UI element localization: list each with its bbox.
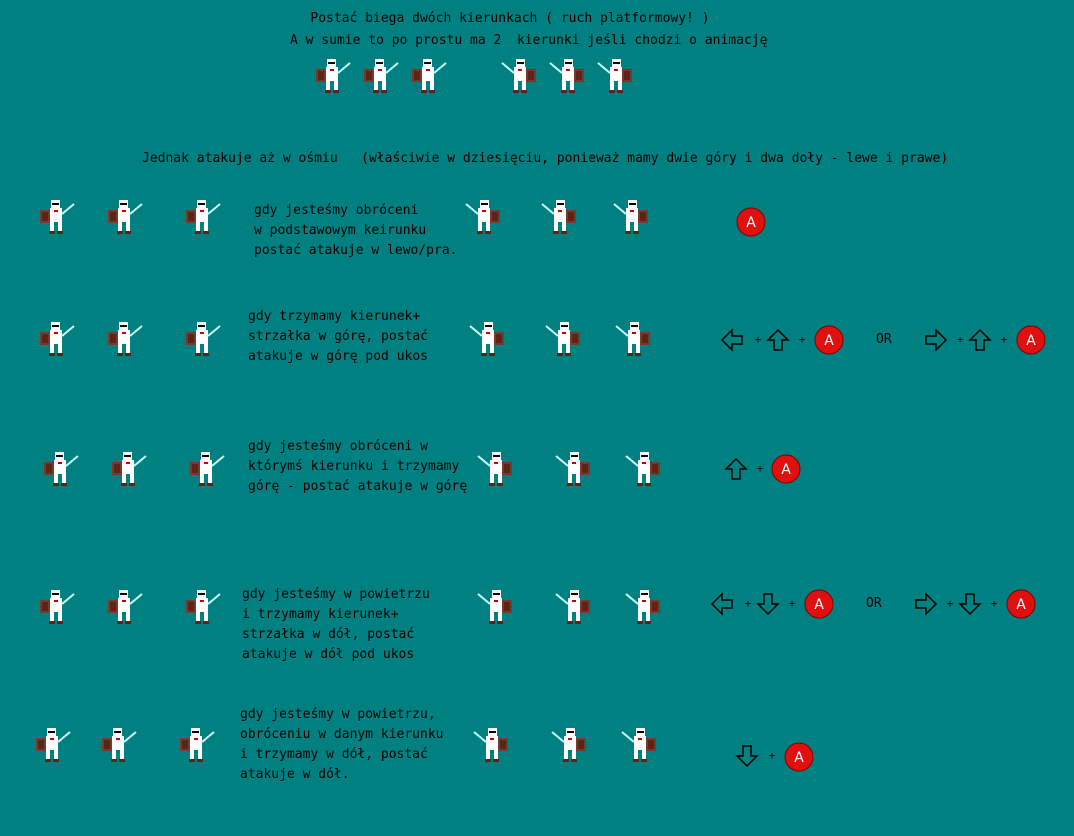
row2-desc-3: atakuje w górę pod ukos (248, 349, 429, 364)
or-label: OR (876, 332, 892, 347)
attack-sprite-row5-r2 (550, 724, 590, 764)
attack-sprite-row1-l1 (36, 196, 76, 236)
attack-sprite-row4-r2 (554, 586, 594, 626)
row3-desc-3: górę - postać atakuje w górę (248, 479, 468, 494)
run-sprite-left-1 (312, 55, 352, 95)
attack-sprite-row3-l1 (40, 448, 80, 488)
attack-sprite-row2-r3 (614, 318, 654, 358)
attack-sprite-row4-r1 (476, 586, 516, 626)
attack-sprite-row1-r2 (540, 196, 580, 236)
row4-desc-1: gdy jesteśmy w powietrzu (242, 587, 430, 602)
right-arrow-icon (914, 592, 938, 616)
or-label: OR (866, 596, 882, 611)
row4-desc-3: strzałka w dół, postać (242, 627, 415, 642)
plus-sign: + (990, 597, 998, 610)
attack-sprite-row2-l2 (104, 318, 144, 358)
a-button-icon (735, 206, 767, 238)
left-arrow-icon (720, 328, 744, 352)
plus-sign: + (768, 749, 776, 762)
row3-desc-1: gdy jesteśmy obróceni w (248, 439, 429, 454)
row5-desc-3: i trzymamy w dół, postać (240, 747, 428, 762)
row2-desc-1: gdy trzymamy kierunek+ (248, 309, 421, 324)
attack-sprite-row3-r1 (476, 448, 516, 488)
row1-desc-1: gdy jesteśmy obróceni (254, 203, 419, 218)
attack-sprite-row3-r2 (554, 448, 594, 488)
up-arrow-icon (766, 328, 790, 352)
attack-sprite-row1-l2 (104, 196, 144, 236)
run-sprite-left-3 (408, 55, 448, 95)
row4-desc-4: atakuje w dół pod ukos (242, 647, 415, 662)
attack-sprite-row4-r3 (624, 586, 664, 626)
attack-sprite-row2-r1 (468, 318, 508, 358)
row1-desc-3: postać atakuje w lewo/pra. (254, 243, 458, 258)
a-button-icon (1005, 588, 1037, 620)
attack-sprite-row2-l1 (36, 318, 76, 358)
title-line-2: A w sumie to po prostu ma 2 kierunki jeśli chodzi o animację (290, 33, 768, 48)
plus-sign: + (756, 462, 764, 475)
attack-sprite-row1-l3 (182, 196, 222, 236)
row2-desc-2: strzałka w górę, postać (248, 329, 429, 344)
attack-sprite-row3-l3 (186, 448, 226, 488)
attack-sprite-row5-l2 (98, 724, 138, 764)
attack-sprite-row2-r2 (544, 318, 584, 358)
row5-desc-2: obróceniu w danym kierunku (240, 727, 444, 742)
attack-sprite-row1-r1 (464, 196, 504, 236)
attack-sprite-row5-l1 (32, 724, 72, 764)
plus-sign: + (798, 333, 806, 346)
subtitle: Jednak atakuje aż w ośmiu (właściwie w dziesięciu, ponieważ mamy dwie góry i dwa doły - lewe i prawe) (142, 151, 949, 166)
attack-sprite-row5-r3 (620, 724, 660, 764)
attack-sprite-row3-r3 (624, 448, 664, 488)
run-sprite-right-2 (548, 55, 588, 95)
down-arrow-icon (756, 592, 780, 616)
plus-sign: + (956, 333, 964, 346)
attack-sprite-row5-r1 (472, 724, 512, 764)
a-button-icon (770, 453, 802, 485)
attack-sprite-row2-l3 (182, 318, 222, 358)
up-arrow-icon (968, 328, 992, 352)
row3-desc-2: którymś kierunku i trzymamy (248, 459, 460, 474)
a-button-icon (783, 741, 815, 773)
right-arrow-icon (924, 328, 948, 352)
down-arrow-icon (735, 744, 759, 768)
run-sprite-right-1 (500, 55, 540, 95)
plus-sign: + (754, 333, 762, 346)
plus-sign: + (1000, 333, 1008, 346)
a-button-icon (803, 588, 835, 620)
attack-sprite-row3-l2 (108, 448, 148, 488)
plus-sign: + (946, 597, 954, 610)
attack-sprite-row5-l3 (176, 724, 216, 764)
attack-sprite-row1-r3 (612, 196, 652, 236)
plus-sign: + (788, 597, 796, 610)
run-sprite-left-2 (360, 55, 400, 95)
a-button-icon (813, 324, 845, 356)
attack-sprite-row4-l3 (182, 586, 222, 626)
row1-desc-2: w podstawowym keirunku (254, 223, 427, 238)
title-line-1: Postać biega dwóch kierunkach ( ruch platformowy! ) (310, 11, 710, 26)
attack-sprite-row4-l1 (36, 586, 76, 626)
left-arrow-icon (710, 592, 734, 616)
attack-sprite-row4-l2 (104, 586, 144, 626)
plus-sign: + (744, 597, 752, 610)
a-button-icon (1015, 324, 1047, 356)
row5-desc-1: gdy jesteśmy w powietrzu, (240, 707, 436, 722)
down-arrow-icon (958, 592, 982, 616)
run-sprite-right-3 (596, 55, 636, 95)
row4-desc-2: i trzymamy kierunek+ (242, 607, 399, 622)
up-arrow-icon (724, 457, 748, 481)
row5-desc-4: atakuje w dół. (240, 767, 350, 782)
